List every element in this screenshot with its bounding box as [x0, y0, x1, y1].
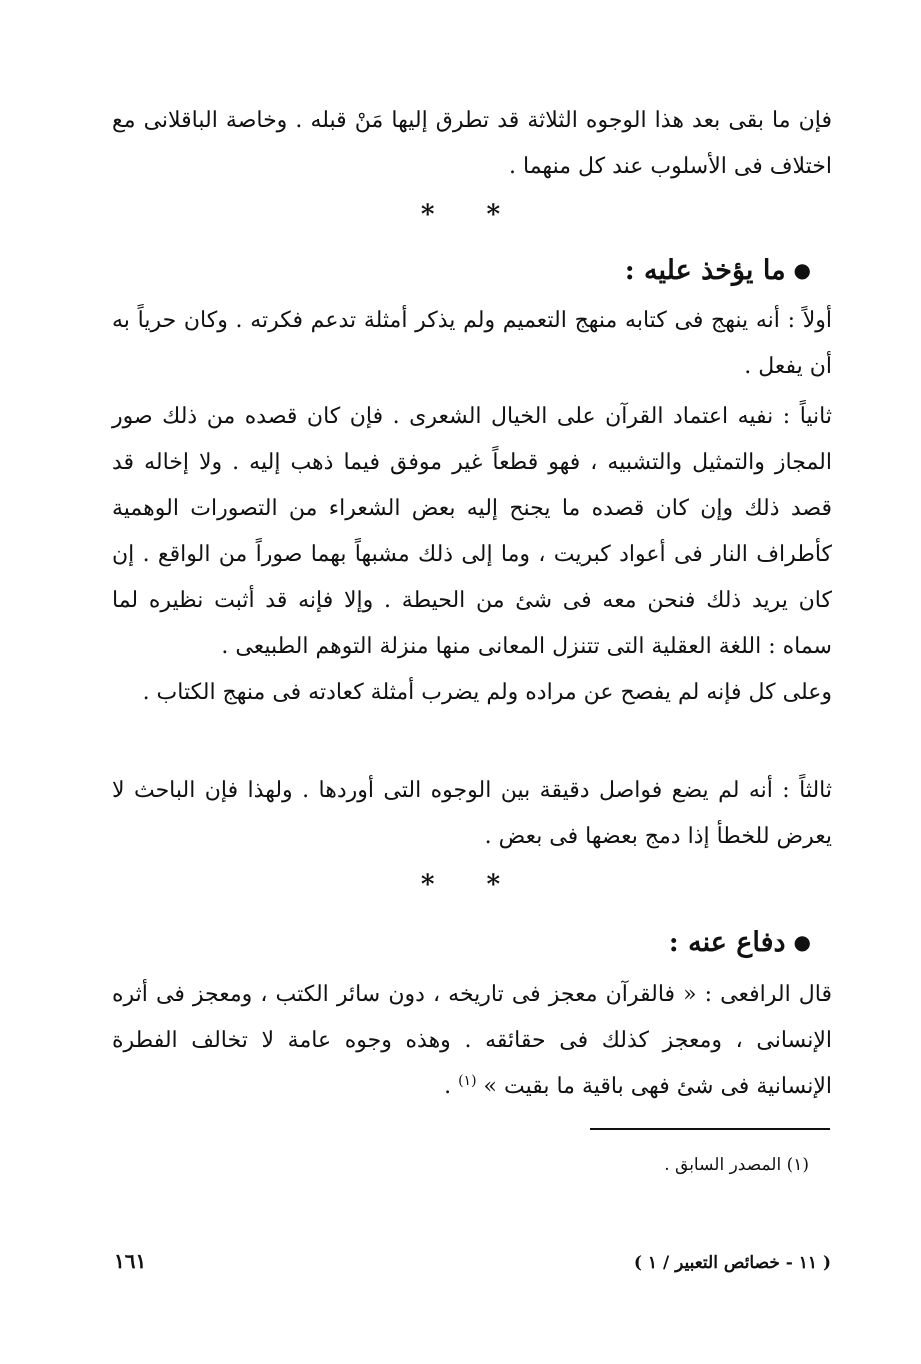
- paragraph-text: ثالثاً : أنه لم يضع فواصل دقيقة بين الوجوه التى أوردها . ولهذا فإن الباحث لا يعرض للخطأ إذا دمج بعضها فى بعض .: [112, 778, 832, 849]
- footnote: (١) المصدر السابق .: [664, 1155, 809, 1175]
- paragraph-third-point: [112, 768, 832, 860]
- heading-text: ما يؤخذ عليه :: [624, 255, 786, 286]
- paragraph-text: [112, 972, 832, 1110]
- star-ornament: *: [486, 870, 501, 900]
- running-footer-title: ( ١١ - خصائص التعبير / ١ ): [633, 1253, 831, 1273]
- paragraph-intro: [112, 98, 832, 190]
- heading-text: دفاع عنه :: [668, 927, 786, 958]
- footnote-divider: [590, 1128, 830, 1130]
- paragraph-text: وعلى كل فإنه لم يفصح عن مراده ولم يضرب أمثلة كعادته فى منهج الكتاب .: [142, 680, 832, 705]
- star-ornament: *: [486, 200, 501, 230]
- paragraph-text: ثانياً : نفيه اعتماد القرآن على الخيال الشعرى . فإن كان قصده من ذلك صور المجاز والتمثيل والتشبيه ، فهو قطعاً غير موفق فيما ذهب إليه . ولا إخاله قد قصد ذلك وإن كان قصده ما يجنح إليه بعض الشعراء من التصورات الوهمية كأطراف النار فى أعواد كبريت ، وما إلى ذلك مشبهاً بهما صوراً من الواقع . إن كان يريد ذلك فنحن معه فى شئ من الحيطة . وإلا فإنه قد أثبت نظيره لما سماه : اللغة العقلية التى تتنزل المعانى منها منزلة التوهم الطبيعى .: [112, 404, 832, 659]
- quote-text: قال الرافعى : « فالقرآن معجز فى تاريخه ، دون سائر الكتب ، ومعجز فى أثره الإنسانى ، ومعجز كذلك فى حقائقه . وهذه وجوه عامة لا تخالف الفطرة الإنسانية فى شئ فهى باقية ما بقيت »: [112, 982, 832, 1099]
- star-ornament: *: [420, 870, 435, 900]
- footnote-reference[interactable]: (١): [458, 1073, 477, 1089]
- page-number: ١٦١: [114, 1249, 147, 1273]
- section-separator: [0, 870, 921, 900]
- bullet-icon: ●: [793, 258, 811, 282]
- paragraph-first-point: [112, 298, 832, 390]
- paragraph-text: فإن ما بقى بعد هذا الوجوه الثلاثة قد تطرق إليها مَنْ قبله . وخاصة الباقلانى مع اختلاف فى الأسلوب عند كل منهما .: [112, 108, 832, 179]
- paragraph-quote: [112, 972, 832, 1110]
- section-separator: [0, 200, 921, 230]
- paragraph-text: أولاً : أنه ينهج فى كتابه منهج التعميم ولم يذكر أمثلة تدعم فكرته . وكان حرياً به أن يفعل .: [112, 308, 832, 379]
- section-heading-criticisms: [625, 250, 811, 291]
- paragraph-second-point: [112, 394, 832, 670]
- section-heading-defense: [669, 922, 811, 963]
- star-ornament: *: [420, 200, 435, 230]
- bullet-icon: ●: [793, 930, 811, 954]
- paragraph-overall: [112, 670, 832, 716]
- sentence-end: .: [444, 1074, 459, 1099]
